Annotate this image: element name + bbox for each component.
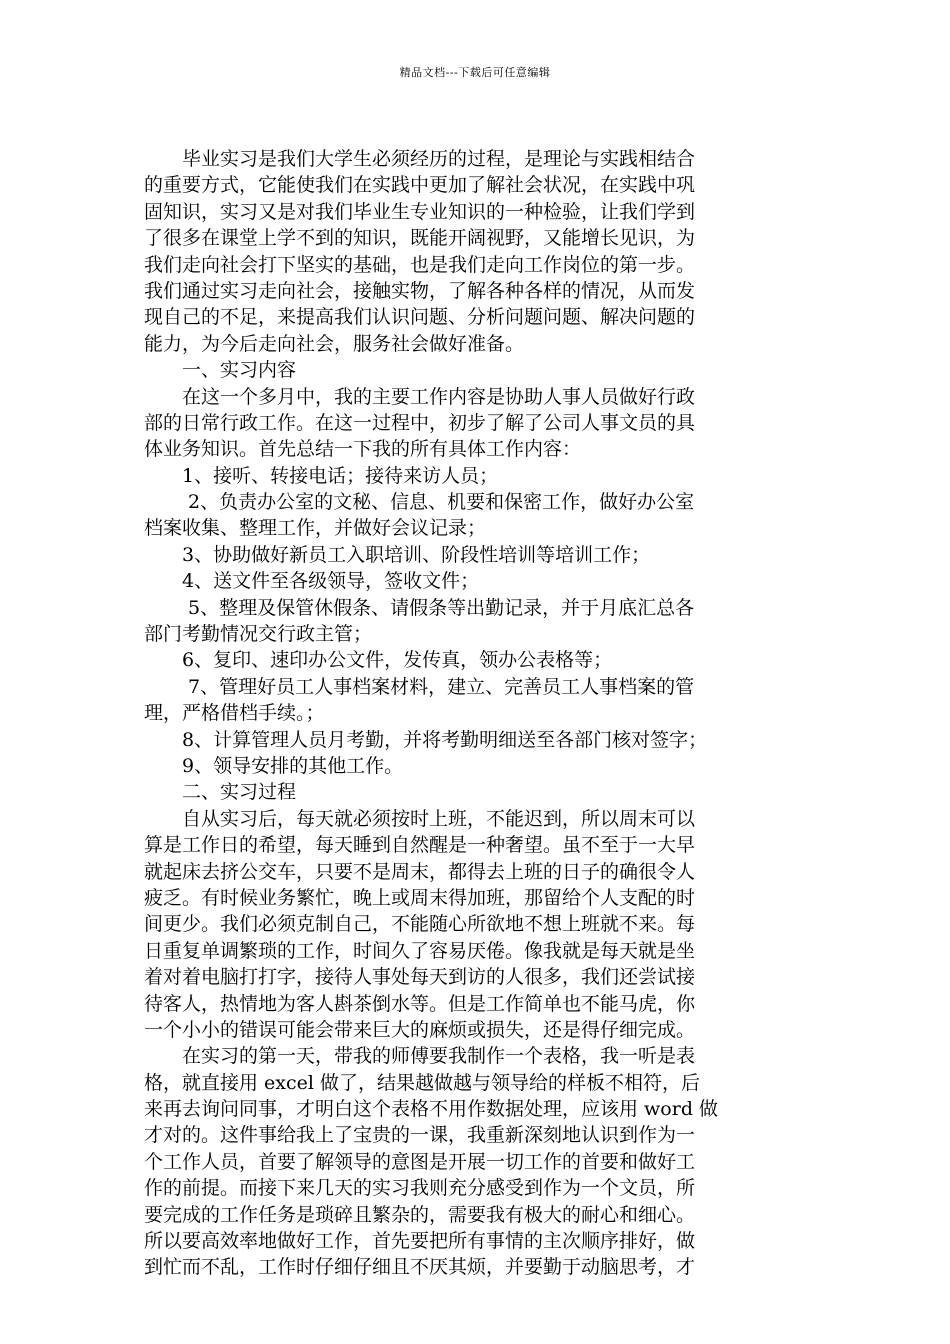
text-line: 所以要高效率地做好工作，首先要把所有事情的主次顺序排好，做 xyxy=(144,1230,696,1253)
text-line: 2、负责办公室的文秘、信息、机要和保密工作，做好办公室 xyxy=(144,491,695,514)
text-line: 现自己的不足，来提高我们认识问题、分析问题问题、解决问题的 xyxy=(144,306,696,329)
text-line: 7、管理好员工人事档案材料，建立、完善员工人事档案的管 xyxy=(144,675,695,698)
text-line: 了很多在课堂上学不到的知识，既能开阔视野，又能增长见识，为 xyxy=(144,227,696,250)
text-line: 就起床去挤公交车，只要不是周末，都得去上班的日子的确很令人 xyxy=(144,860,696,883)
text-line: 到忙而不乱，工作时仔细仔细且不厌其烦，并要勤于动脑思考，才 xyxy=(144,1256,696,1279)
text-line: 待客人，热情地为客人斟茶倒水等。但是工作简单也不能马虎，你 xyxy=(144,992,696,1015)
page-header: 精品文档---下载后可任意编辑 xyxy=(399,66,551,79)
text-line: 着对着电脑打打字，接待人事处每天到访的人很多，我们还尝试接 xyxy=(144,966,696,989)
text-line: 固知识，实习又是对我们毕业生专业知识的一种检验，让我们学到 xyxy=(144,200,696,223)
text-line: 理，严格借档手续。； xyxy=(144,702,325,725)
text-line: 5、整理及保管休假条、请假条等出勤记录，并于月底汇总各 xyxy=(144,596,695,619)
text-line: 8、计算管理人员月考勤，并将考勤明细送至各部门核对签字； xyxy=(144,728,708,751)
text-line: 在这一个多月中，我的主要工作内容是协助人事人员做好行政 xyxy=(144,385,696,408)
text-line: 个工作人员，首要了解领导的意图是开展一切工作的首要和做好工 xyxy=(144,1150,696,1173)
text-line: 我们走向社会打下坚实的基础，也是我们走向工作岗位的第一步。 xyxy=(144,253,696,276)
text-line: 作的前提。而接下来几天的实习我则充分感受到作为一个文员，所 xyxy=(144,1177,696,1200)
text-line: 来再去询问同事，才明白这个表格不用作数据处理，应该用 word 做 xyxy=(144,1098,719,1121)
text-line: 1、接听、转接电话；接待来访人员； xyxy=(144,464,499,487)
text-line: 的重要方式，它能使我们在实践中更加了解社会状况，在实践中巩 xyxy=(144,174,696,197)
text-line: 档案收集、整理工作，并做好会议记录； xyxy=(144,517,487,540)
text-line: 部门考勤情况交行政主管； xyxy=(144,623,373,646)
text-line: 我们通过实习走向社会，接触实物，了解各种各样的情况，从而发 xyxy=(144,279,696,302)
text-line: 9、领导安排的其他工作。 xyxy=(144,754,404,777)
text-line: 日重复单调繁琐的工作，时间久了容易厌倦。像我就是每天就是坐 xyxy=(144,939,696,962)
document-body xyxy=(144,146,808,1281)
text-line: 算是工作日的希望，每天睡到自然醒是一种奢望。虽不至于一大早 xyxy=(144,834,696,857)
text-line: 自从实习后，每天就必须按时上班，不能迟到，所以周末可以 xyxy=(144,807,696,830)
text-line: 3、协助做好新员工入职培训、阶段性培训等培训工作； xyxy=(144,543,651,566)
text-line: 间更少。我们必须克制自己，不能随心所欲地不想上班就不来。每 xyxy=(144,913,696,936)
text-line: 格，就直接用 excel 做了，结果越做越与领导给的样板不相符，后 xyxy=(144,1071,701,1094)
text-line: 部的日常行政工作。在这一过程中，初步了解了公司人事文员的具 xyxy=(144,411,696,434)
text-line: 体业务知识。首先总结一下我的所有具体工作内容： xyxy=(144,438,582,461)
text-line: 能力，为今后走向社会，服务社会做好准备。 xyxy=(144,332,525,355)
text-line: 才对的。这件事给我上了宝贵的一课，我重新深刻地认识到作为一 xyxy=(144,1124,696,1147)
text-line: 一、实习内容 xyxy=(144,359,297,382)
text-line: 一个小小的错误可能会带来巨大的麻烦或损失，还是得仔细完成。 xyxy=(144,1018,696,1041)
text-line: 在实习的第一天，带我的师傅要我制作一个表格，我一听是表 xyxy=(144,1045,696,1068)
text-line: 6、复印、速印办公文件，发传真，领办公表格等； xyxy=(144,649,613,672)
text-line: 疲乏。有时候业务繁忙，晚上或周末得加班，那留给个人支配的时 xyxy=(144,886,696,909)
text-line: 要完成的工作任务是琐碎且繁杂的，需要我有极大的耐心和细心。 xyxy=(144,1203,696,1226)
text-line: 二、实习过程 xyxy=(144,781,297,804)
text-line: 毕业实习是我们大学生必须经历的过程，是理论与实践相结合 xyxy=(144,148,696,170)
text-line: 4、送文件至各级领导，签收文件； xyxy=(144,570,480,593)
